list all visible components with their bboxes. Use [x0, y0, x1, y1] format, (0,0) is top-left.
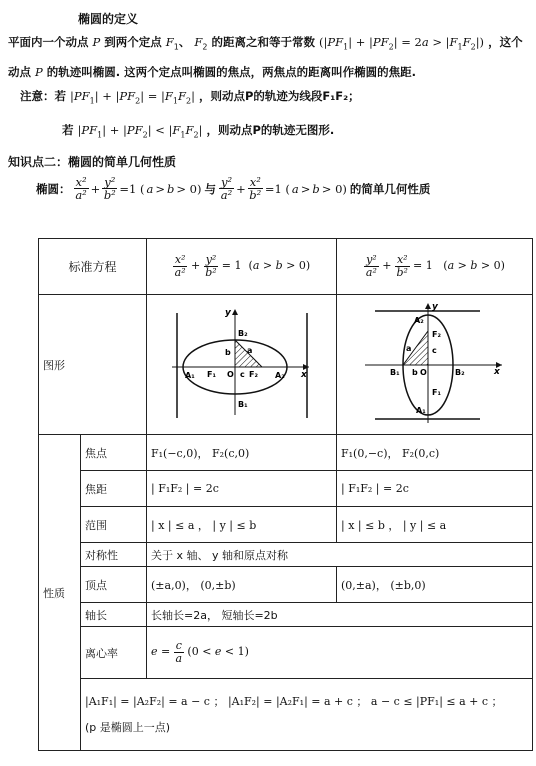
svg-text:x: x — [300, 370, 307, 380]
note-label: 注意：若 — [20, 89, 66, 103]
row-label-axis-length: 轴长 — [81, 603, 147, 627]
equation-horizontal: $\frac{\text{x²}}{\text{a²}}$ + $\frac{\text{y²}}{\text{b²}}$ = 1 (a > b > 0) — [147, 239, 337, 295]
svg-text:A₂: A₂ — [413, 315, 424, 325]
group-label: 性质 — [39, 435, 81, 751]
table-row-equation — [39, 239, 533, 295]
svg-text:O: O — [419, 367, 427, 377]
svg-text:A₁: A₁ — [415, 405, 426, 415]
svg-text:B₁: B₁ — [237, 400, 248, 409]
definition-mid2: 的距离之和等于常数 — [211, 35, 315, 49]
connector-text: 与 — [204, 181, 216, 196]
vertex-horizontal: (±a,0)， (0,±b) — [147, 567, 337, 603]
focal-radius-line: |A₁F₁| = |A₂F₂| = a − c ； |A₁F₂| = |A₂F₁| = a + c ； a − c ≤ |PF₁| ≤ a + c ； — [85, 694, 503, 708]
svg-text:a: a — [405, 343, 411, 353]
svg-text:y: y — [224, 308, 231, 318]
svg-text:B₂: B₂ — [454, 367, 465, 377]
svg-text:c: c — [431, 345, 437, 355]
definition-mid1: 到两个定点 — [104, 35, 162, 49]
focal-distance-vertical: | F₁F₂ | = 2c — [337, 471, 533, 507]
note2-suffix: ，则动点P的轨迹无图形. — [206, 123, 335, 137]
line2-rest: 的轨迹叫椭圆. 这两个定点叫椭圆的焦点，两焦点的距离叫作椭圆的焦距. — [46, 65, 417, 79]
note-line-2: 若 $|PF_1| + |PF_2| < |F_1F_2|$ ，则动点P的轨迹无图形. — [62, 123, 335, 140]
table-row — [39, 543, 533, 567]
focal-distance-horizontal: | F₁F₂ | = 2c — [147, 471, 337, 507]
svg-text:y: y — [431, 301, 438, 312]
table-row — [39, 471, 533, 507]
svg-text:F₂: F₂ — [431, 329, 441, 339]
row-label-focal-distance: 焦距 — [81, 471, 147, 507]
header-label: 标准方程 — [39, 239, 147, 295]
table-row — [39, 627, 533, 679]
table-row-figure — [39, 295, 533, 435]
row-label-focus: 焦点 — [81, 435, 147, 471]
axis-length-value: 长轴长=2a， 短轴长=2b — [147, 603, 533, 627]
svg-text:a: a — [246, 346, 252, 355]
symmetry-value: 关于 x 轴、 y 轴和原点对称 — [147, 543, 533, 567]
vertex-vertical: (0,±a)， (±b,0) — [337, 567, 533, 603]
note2-prefix: 若 — [62, 123, 74, 137]
svg-text:B₂: B₂ — [237, 329, 248, 338]
focal-radius-note: (p 是椭圆上一点) — [85, 720, 171, 734]
row-label-symmetry: 对称性 — [81, 543, 147, 567]
ellipse-label: 椭圆： — [36, 181, 71, 196]
focal-radius-row — [81, 679, 533, 751]
horizontal-ellipse-figure — [167, 303, 317, 423]
properties-table — [38, 238, 533, 751]
table-row — [39, 603, 533, 627]
table-row — [39, 679, 533, 751]
svg-text:O: O — [226, 370, 234, 379]
row-label-range: 范围 — [81, 507, 147, 543]
svg-text:c: c — [239, 370, 245, 379]
figure-horizontal — [147, 295, 337, 435]
svg-text:A₂: A₂ — [274, 371, 285, 380]
focus-horizontal: F₁(−c,0)， F₂(c,0) — [147, 435, 337, 471]
svg-text:x: x — [493, 366, 500, 377]
svg-text:A₁: A₁ — [184, 371, 195, 380]
svg-text:B₁: B₁ — [389, 367, 400, 377]
definition-suffix: ，这个 — [488, 35, 523, 49]
row-label-vertex: 顶点 — [81, 567, 147, 603]
line2-prefix: 动点 — [8, 65, 31, 79]
section-heading-definition: 椭圆的定义 — [78, 12, 139, 26]
eccentricity-value: e = $\frac{c}{a}$ (0 < e < 1) — [147, 627, 533, 679]
svg-text:F₁: F₁ — [431, 387, 441, 397]
vertical-ellipse-figure — [360, 301, 510, 426]
table-row — [39, 567, 533, 603]
definition-prefix: 平面内一个动点 — [8, 35, 89, 49]
range-horizontal: | x | ≤ a ， | y | ≤ b — [147, 507, 337, 543]
range-vertical: | x | ≤ b ， | y | ≤ a — [337, 507, 533, 543]
svg-text:b: b — [224, 348, 231, 357]
note-line-1: 注意：若 $|PF_1| + |PF_2| = |F_1F_2|$ ，则动点P的轨迹为线段F₁F₂； — [20, 89, 360, 106]
line-suffix: 的简单几何性质 — [349, 181, 431, 196]
svg-text:F₂: F₂ — [248, 370, 258, 379]
definition-line-1: 平面内一个动点 P 到两个定点 $F_1$、 $F_2$ 的距离之和等于常数 $(|PF_1| + |PF_2| = 2a > |F_1F_2|)$ ，这个 — [8, 35, 523, 52]
note1-suffix: ，则动点P的轨迹为线段F₁F₂； — [198, 89, 360, 103]
equation-vertical: $\frac{\text{y²}}{\text{a²}}$ + $\frac{\text{x²}}{\text{b²}}$ = 1 (a > b > 0) — [337, 239, 533, 295]
focus-vertical: F₁(0,−c)， F₂(0,c) — [337, 435, 533, 471]
definition-line-2: 动点 P 的轨迹叫椭圆. 这两个定点叫椭圆的焦点，两焦点的距离叫作椭圆的焦距. — [8, 65, 417, 79]
section-heading-properties: 知识点二：椭圆的简单几何性质 — [8, 155, 177, 169]
figure-vertical — [337, 295, 533, 435]
row-label-eccentricity: 离心率 — [81, 627, 147, 679]
table-row — [39, 435, 533, 471]
ellipse-equations-line: 椭圆： $\frac{\text{x²}}{\text{a²}}$ + $\frac{\text{y²}}{\text{b²}}$ =1 ( a > b > 0) 与 $\frac{\text{y²}}{\text{a²}}$ + $\frac{\text{x²}}{\text{b²}}$ =1 ( a > b > 0) 的简单几何性质 — [36, 175, 431, 203]
figure-label: 图形 — [39, 295, 147, 435]
table-row — [39, 507, 533, 543]
svg-text:b: b — [411, 367, 418, 377]
svg-text:F₁: F₁ — [206, 370, 216, 379]
